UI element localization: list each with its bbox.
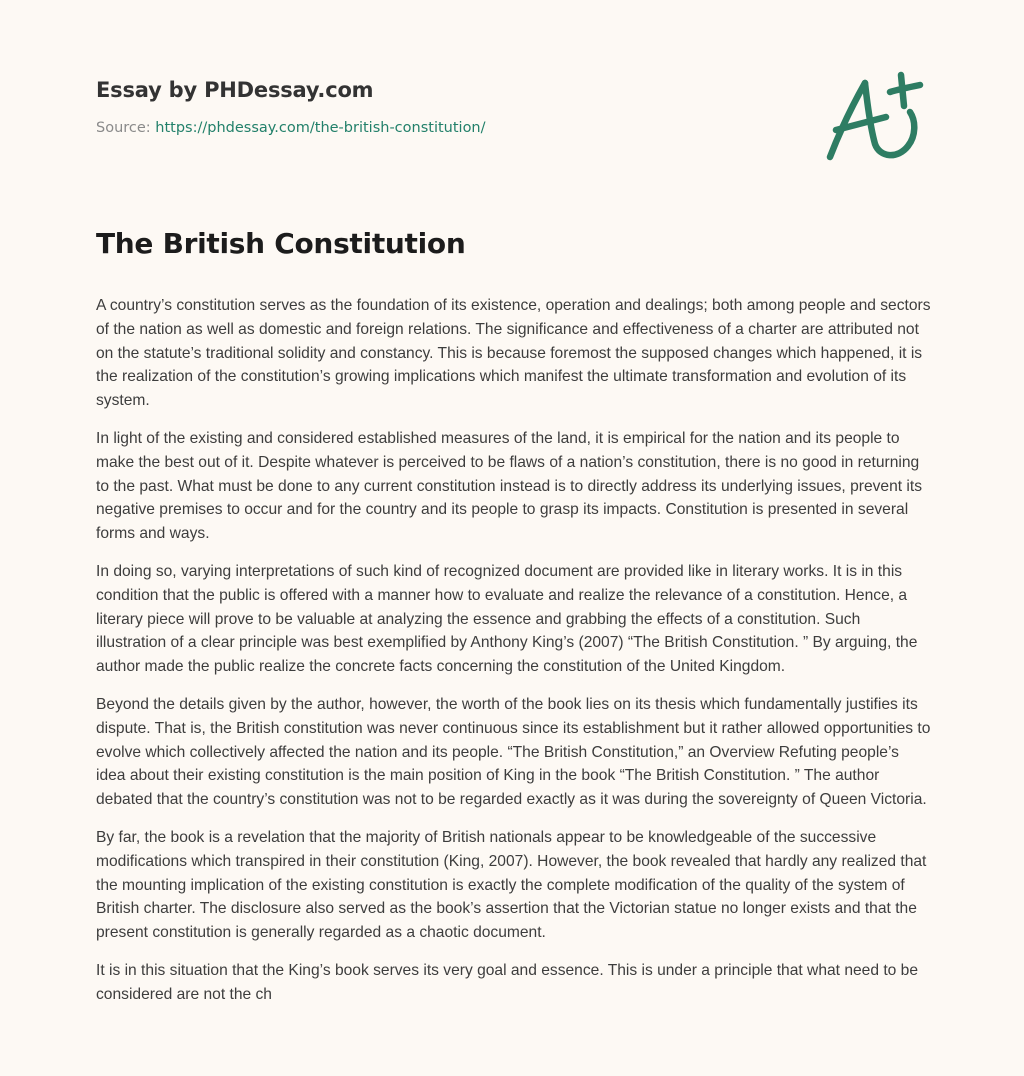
article-paragraph: In light of the existing and considered established measures of the land, it is empirical for the nation and its people to make the best out of it. Despite whatever is perceived to be flaws of a nation’s constitution, there is no good in returning to the past. What must be done to any current constitution instead is to directly address its underlying issues, prevent its negative premises to occur and for the country and its people to grasp its impacts. Constitution is presented in several forms and ways. [96,429,923,543]
article-paragraph-truncated: It is in this situation that the King’s book serves its very goal and essence. This is under a principle that what need to be considered are not the ch [96,961,919,1003]
source-line [96,118,796,138]
source-link[interactable]: https://phdessay.com/the-british-constitution/ [155,120,486,136]
article-paragraph: A country’s constitution serves as the foundation of its existence, operation and dealings; both among people and sectors of the nation as well as domestic and foreign relations. The significance and effectiveness of a charter are attributed not on the statute’s traditional solidity and constancy. This is because foremost the supposed changes which happened, it is the realization of the constitution’s growing implications which manifest the ultimate transformation and evolution of its system. [96,297,931,410]
source-label: Source: [96,120,151,136]
article [96,222,932,1021]
article-paragraph: By far, the book is a revelation that the majority of British nationals appear to be knowledgeable of the successive modifications which transpired in their constitution (King, 2007). However, the book revealed that hardly any realized that the mounting implication of the existing constitution is exactly the complete modification of the quality of the system of British charter. The disclosure also served as the book’s assertion that the Victorian statue no longer exists and that the present constitution is generally regarded as a chaotic document. [96,828,927,942]
article-paragraph: In doing so, varying interpretations of such kind of recognized document are provided like in literary works. It is in this condition that the public is offered with a manner how to evaluate and realize the relevance of a constitution. Hence, a literary piece will prove to be valuable at analyzing the essence and grabbing the effects of a constitution. Such illustration of a clear principle was best exemplified by Anthony King’s (2007) “The British Constitution. ” By arguing, the author made the public realize the concrete facts concerning the constitution of the United Kingdom. [96,562,918,676]
article-paragraph: Beyond the details given by the author, however, the worth of the book lies on its thesis which fundamentally justifies its dispute. That is, the British constitution was never continuous since its establishment but it rather allowed opportunities to evolve which collectively affected the nation and its people. “The British Constitution,” an Overview Refuting people’s idea about their existing constitution is the main position of King in the book “The British Constitution. ” The author debated that the country’s constitution was not to be regarded exactly as it was during the sovereignty of Queen Victoria. [96,695,931,809]
page-header [96,74,796,138]
site-title: Essay by PHDessay.com [96,78,374,102]
a-plus-grade-icon [822,66,932,166]
article-title: The British Constitution [96,227,466,260]
